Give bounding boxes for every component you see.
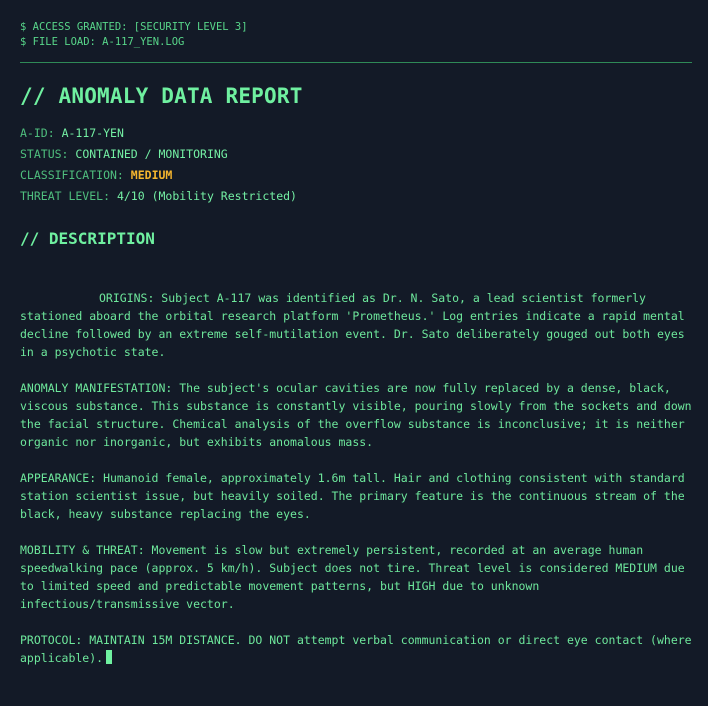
- terminal-window: [20, 20, 692, 667]
- paragraph-mobility-threat: MOBILITY & THREAT: Movement is slow but extremely persistent, recorded at an average human speedwalking pace (approx. 5 km/h). Subject does not tire. Threat level is considered MEDIUM due to limited speed and predictable movement patterns, but HIGH due to unknown infectious/transmissive vector.: [20, 543, 685, 611]
- command-line-access: $ ACCESS GRANTED: [SECURITY LEVEL 3]: [20, 21, 248, 33]
- description-body: [20, 289, 692, 667]
- meta-value-status: CONTAINED / MONITORING: [75, 147, 228, 161]
- meta-key-classification: CLASSIFICATION:: [20, 168, 124, 182]
- report-metadata: [20, 123, 692, 207]
- meta-key-status: STATUS:: [20, 147, 69, 161]
- meta-value-threat: 4/10 (Mobility Restricted): [116, 189, 297, 203]
- paragraph-protocol: [20, 631, 692, 667]
- meta-row-classification: [20, 165, 692, 186]
- paragraph-origins: ORIGINS: Subject A-117 was identified as Dr. N. Sato, a lead scientist formerly stationed aboard the orbital research platform 'Prometheus.' Log entries indicate a rapid mental decline followed by an extreme self-mutilation event. Dr. Sato deliberately gouged out both eyes in a psychotic state.: [20, 291, 685, 359]
- protocol-text: PROTOCOL: MAINTAIN 15M DISTANCE. DO NOT attempt verbal communication or direct eye contact (where applicable).: [20, 633, 692, 665]
- meta-key-threat: THREAT LEVEL:: [20, 189, 111, 203]
- text-cursor: [106, 650, 112, 664]
- description-heading: // DESCRIPTION: [20, 229, 155, 248]
- command-line-file-load: $ FILE LOAD: A-117_YEN.LOG: [20, 36, 185, 48]
- meta-value-aid: A-117-YEN: [61, 126, 124, 140]
- meta-row-threat: [20, 186, 692, 207]
- meta-row-status: [20, 144, 692, 165]
- paragraph-appearance: APPEARANCE: Humanoid female, approximately 1.6m tall. Hair and clothing consistent with standard station scientist issue, but heavily soiled. The primary feature is the continuous stream of the black, heavy substance replacing the eyes.: [20, 471, 685, 521]
- meta-key-aid: A-ID:: [20, 126, 55, 140]
- paragraph-anomaly-manifestation: ANOMALY MANIFESTATION: The subject's ocular cavities are now fully replaced by a dense, black, viscous substance. This substance is constantly visible, pouring slowly from the sockets and down the facial structure. Chemical analysis of the overflow substance is inconclusive; it is neither organic nor inorganic, but exhibits anomalous mass.: [20, 381, 692, 449]
- divider: [20, 62, 692, 63]
- meta-row-aid: [20, 123, 692, 144]
- classification-badge: MEDIUM: [130, 168, 173, 182]
- report-title: // ANOMALY DATA REPORT: [20, 84, 303, 108]
